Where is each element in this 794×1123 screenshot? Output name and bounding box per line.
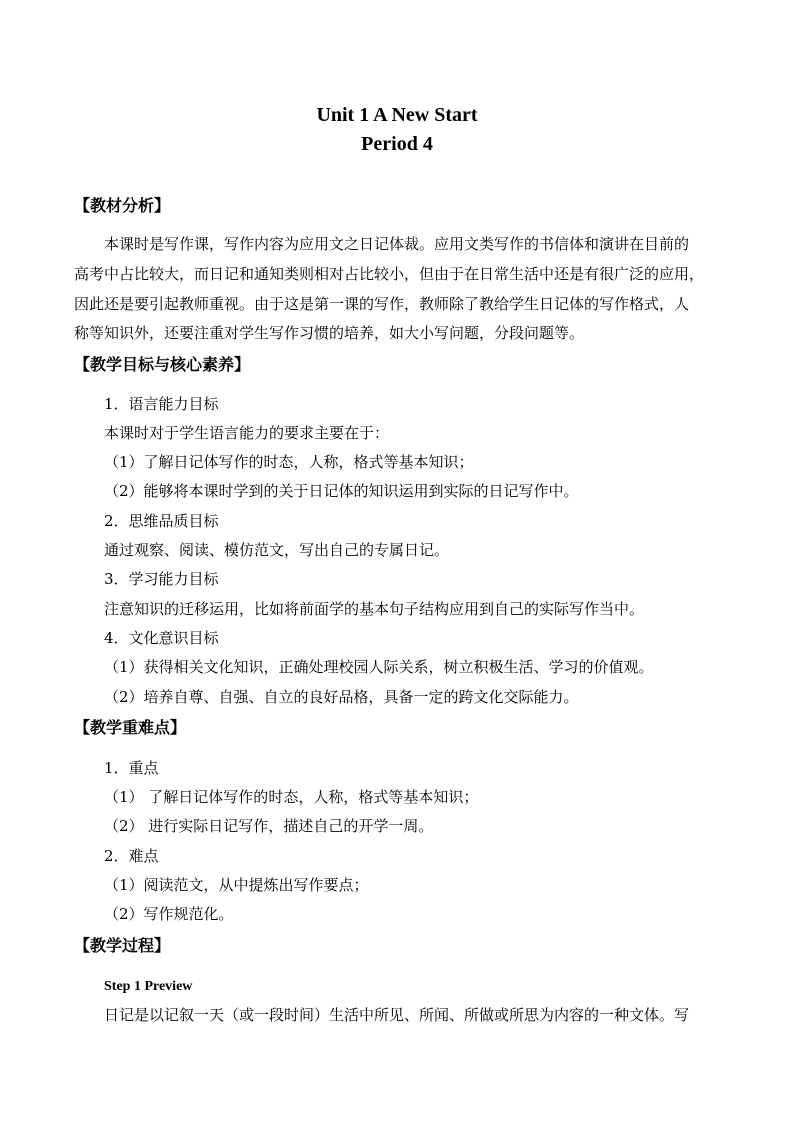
step-title: Step 1 Preview xyxy=(104,979,193,994)
list-item: 通过观察、阅读、模仿范文，写出自己的专属日记。 xyxy=(104,541,450,559)
section-heading-material-analysis: 【教材分析】 xyxy=(74,196,171,215)
list-item: （1）阅读范文，从中提炼出写作要点； xyxy=(104,876,369,894)
document-title: Unit 1 A New Start xyxy=(316,104,478,126)
section-heading-teaching-goals: 【教学目标与核心素养】 xyxy=(74,355,251,374)
list-item: 4．文化意识目标 xyxy=(104,629,219,647)
paragraph-line: 高考中占比较大，而日记和通知类则相对占比较小，但由于在日常生活中还是有很广泛的应用， xyxy=(74,265,705,283)
section-heading-teaching-process: 【教学过程】 xyxy=(74,936,171,955)
list-item: 1．重点 xyxy=(104,759,159,777)
list-item: （2） 进行实际日记写作，描述自己的开学一周。 xyxy=(104,817,434,835)
list-item: （1） 了解日记体写作的时态，人称，格式等基本知识； xyxy=(104,788,479,806)
list-item: 1．语言能力目标 xyxy=(104,395,219,413)
paragraph-line: 本课时是写作课，写作内容为应用文之日记体裁。应用文类写作的书信体和演讲在目前的 xyxy=(104,235,690,253)
list-item: （2）写作规范化。 xyxy=(104,905,234,923)
list-item: 2．难点 xyxy=(104,847,159,865)
list-item: （1）了解日记体写作的时态，人称，格式等基本知识； xyxy=(104,453,474,471)
list-item: （2）培养自尊、自强、自立的良好品格，具备一定的跨文化交际能力。 xyxy=(104,688,579,706)
list-item: 3．学习能力目标 xyxy=(104,570,219,588)
list-item: 2．思维品质目标 xyxy=(104,512,219,530)
section-heading-key-points: 【教学重难点】 xyxy=(74,718,187,737)
list-item: （1）获得相关文化知识，正确处理校园人际关系，树立积极生活、学习的价值观。 xyxy=(104,658,654,676)
list-item: 注意知识的迁移运用，比如将前面学的基本句子结构应用到自己的实际写作当中。 xyxy=(104,600,645,618)
list-item: 本课时对于学生语言能力的要求主要在于： xyxy=(104,424,390,442)
paragraph-line: 因此还是要引起教师重视。由于这是第一课的写作，教师除了教给学生日记体的写作格式，人 xyxy=(74,295,690,313)
document-subtitle: Period 4 xyxy=(361,133,433,155)
paragraph-line: 日记是以记叙一天（或一段时间）生活中所见、所闻、所做或所思为内容的一种文体。写 xyxy=(104,1006,690,1024)
paragraph-line: 称等知识外，还要注重对学生写作习惯的培养，如大小写问题，分段问题等。 xyxy=(74,324,585,342)
list-item: （2）能够将本课时学到的关于日记体的知识运用到实际的日记写作中。 xyxy=(104,482,579,500)
